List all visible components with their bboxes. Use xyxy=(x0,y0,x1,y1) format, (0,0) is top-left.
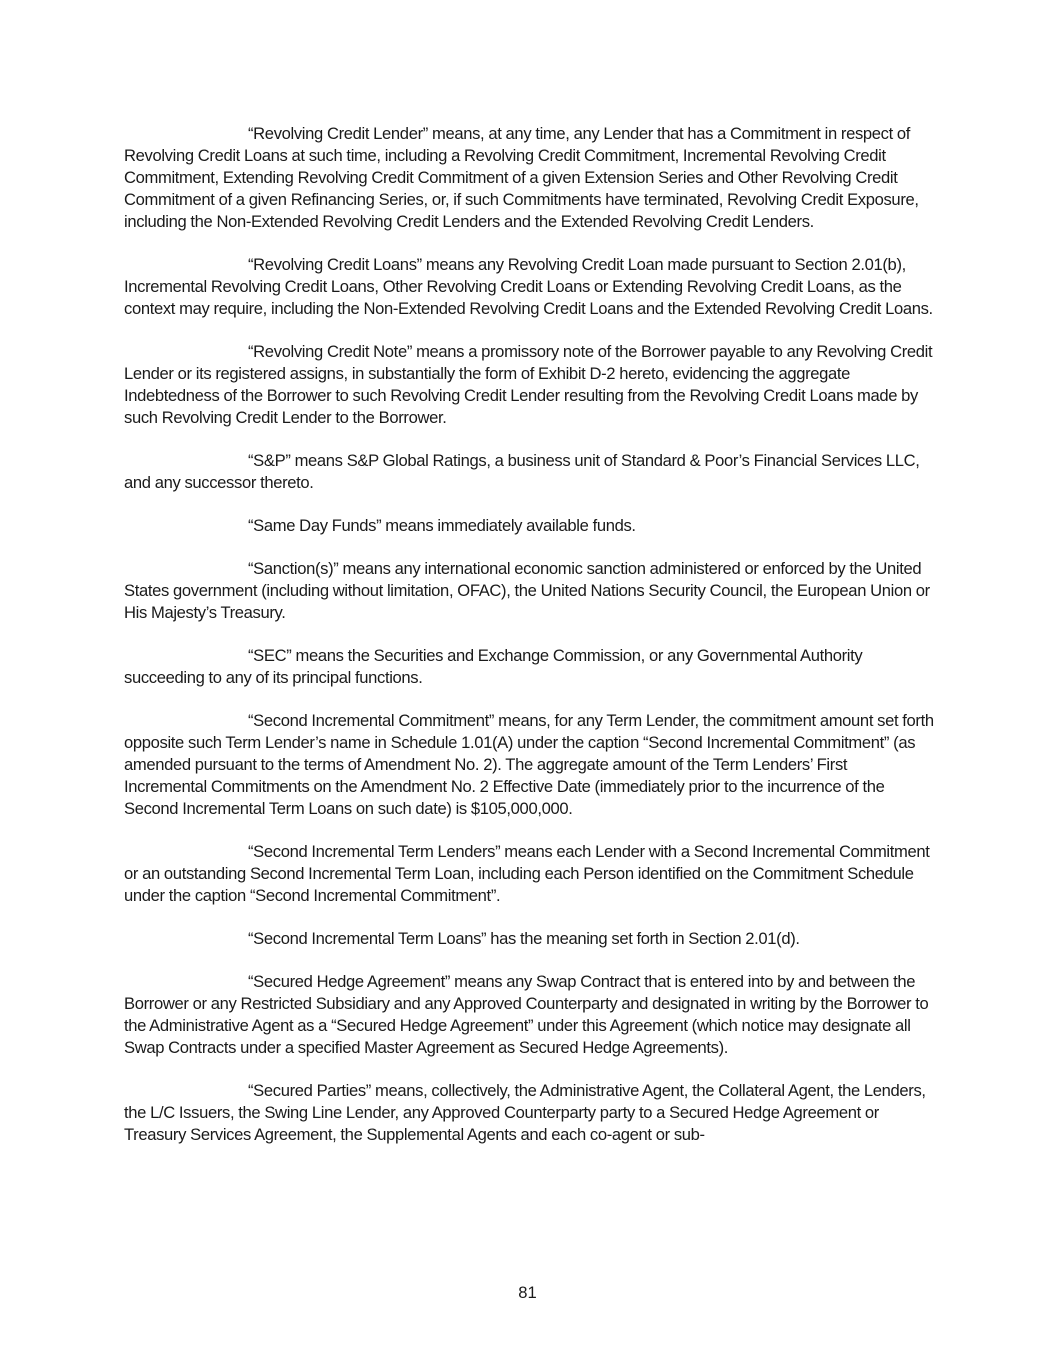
page-number: 81 xyxy=(518,1283,537,1302)
defined-term: “SEC” xyxy=(248,646,292,665)
defined-term: “Second Incremental Commitment” xyxy=(248,711,495,730)
definition-text: means each Lender with a Second Incremental Commitment or an outstanding Second Incremental Term Loan, including each Person identified on the Commitment Schedule under the caption “Second Incremental Commitment”. xyxy=(124,842,930,905)
definition-paragraph xyxy=(124,841,934,907)
definition-paragraph xyxy=(124,450,934,494)
definition-paragraph xyxy=(124,1080,934,1146)
definition-text: has the meaning set forth in Section 2.01(d). xyxy=(486,929,800,948)
defined-term: “Secured Hedge Agreement” xyxy=(248,972,451,991)
defined-term: “Sanction(s)” xyxy=(248,559,339,578)
definition-text: means any international economic sanction administered or enforced by the United States government (including without limitation, OFAC), the United Nations Security Council, the European Union or His Majesty’s Treasury. xyxy=(124,559,930,622)
definition-text: means S&P Global Ratings, a business unit of Standard & Poor’s Financial Services LLC, and any successor thereto. xyxy=(124,451,920,492)
definition-paragraph xyxy=(124,558,934,624)
defined-term: “Revolving Credit Note” xyxy=(248,342,413,361)
definition-text: means, for any Term Lender, the commitment amount set forth opposite such Term Lender’s name in Schedule 1.01(A) under the caption “Second Incremental Commitment” (as amended pursuant to the terms of Amendment No. 2). The aggregate amount of the Term Lenders’ First Incremental Commitments on the Amendment No. 2 Effective Date (immediately prior to the incurrence of the Second Incremental Term Loans on such date) is $105,000,000. xyxy=(124,711,934,818)
definition-text: means any Revolving Credit Loan made pursuant to Section 2.01(b), Incremental Revolving Credit Loans, Other Revolving Credit Loans or Extending Revolving Credit Loans, as the context may require, including the Non-Extended Revolving Credit Loans and the Extended Revolving Credit Loans. xyxy=(124,255,933,318)
defined-term: “Secured Parties” xyxy=(248,1081,371,1100)
definition-paragraph xyxy=(124,254,934,320)
definition-text: means, collectively, the Administrative Agent, the Collateral Agent, the Lenders, the L/C Issuers, the Swing Line Lender, any Approved Counterparty party to a Secured Hedge Agreement or Treasury Services Agreement, the Supplemental Agents and each co-agent or sub- xyxy=(124,1081,926,1144)
defined-term: “Second Incremental Term Lenders” xyxy=(248,842,501,861)
definition-paragraph xyxy=(124,971,934,1059)
definition-paragraph xyxy=(124,515,934,537)
defined-term: “Revolving Credit Loans” xyxy=(248,255,422,274)
definition-paragraph xyxy=(124,928,934,950)
definition-paragraph xyxy=(124,645,934,689)
definition-text: means a promissory note of the Borrower payable to any Revolving Credit Lender or its registered assigns, in substantially the form of Exhibit D-2 hereto, evidencing the aggregate Indebtedness of the Borrower to such Revolving Credit Lender resulting from the Revolving Credit Loans made by such Revolving Credit Lender to the Borrower. xyxy=(124,342,933,427)
definition-text: means immediately available funds. xyxy=(381,516,636,535)
definition-paragraph xyxy=(124,341,934,429)
definition-text: means the Securities and Exchange Commission, or any Governmental Authority succeeding to any of its principal functions. xyxy=(124,646,863,687)
defined-term: “S&P” xyxy=(248,451,291,470)
defined-term: “Second Incremental Term Loans” xyxy=(248,929,487,948)
defined-term: “Same Day Funds” xyxy=(248,516,382,535)
defined-term: “Revolving Credit Lender” xyxy=(248,124,428,143)
definition-paragraph xyxy=(124,710,934,820)
definition-paragraph xyxy=(124,123,934,233)
document-body xyxy=(124,123,934,1167)
definition-text: means any Swap Contract that is entered into by and between the Borrower or any Restricted Subsidiary and any Approved Counterparty and designated in writing by the Borrower to the Administrative Agent as a “Secured Hedge Agreement” under this Agreement (which notice may designate all Swap Contracts under a specified Master Agreement as Secured Hedge Agreements). xyxy=(124,972,929,1057)
definition-text: means, at any time, any Lender that has a Commitment in respect of Revolving Credit Loans at such time, including a Revolving Credit Commitment, Incremental Revolving Credit Commitment, Extending Revolving Credit Commitment of a given Extension Series and Other Revolving Credit Commitment of a given Refinancing Series, or, if such Commitments have terminated, Revolving Credit Exposure, including the Non-Extended Revolving Credit Lenders and the Extended Revolving Credit Lenders. xyxy=(124,124,919,231)
